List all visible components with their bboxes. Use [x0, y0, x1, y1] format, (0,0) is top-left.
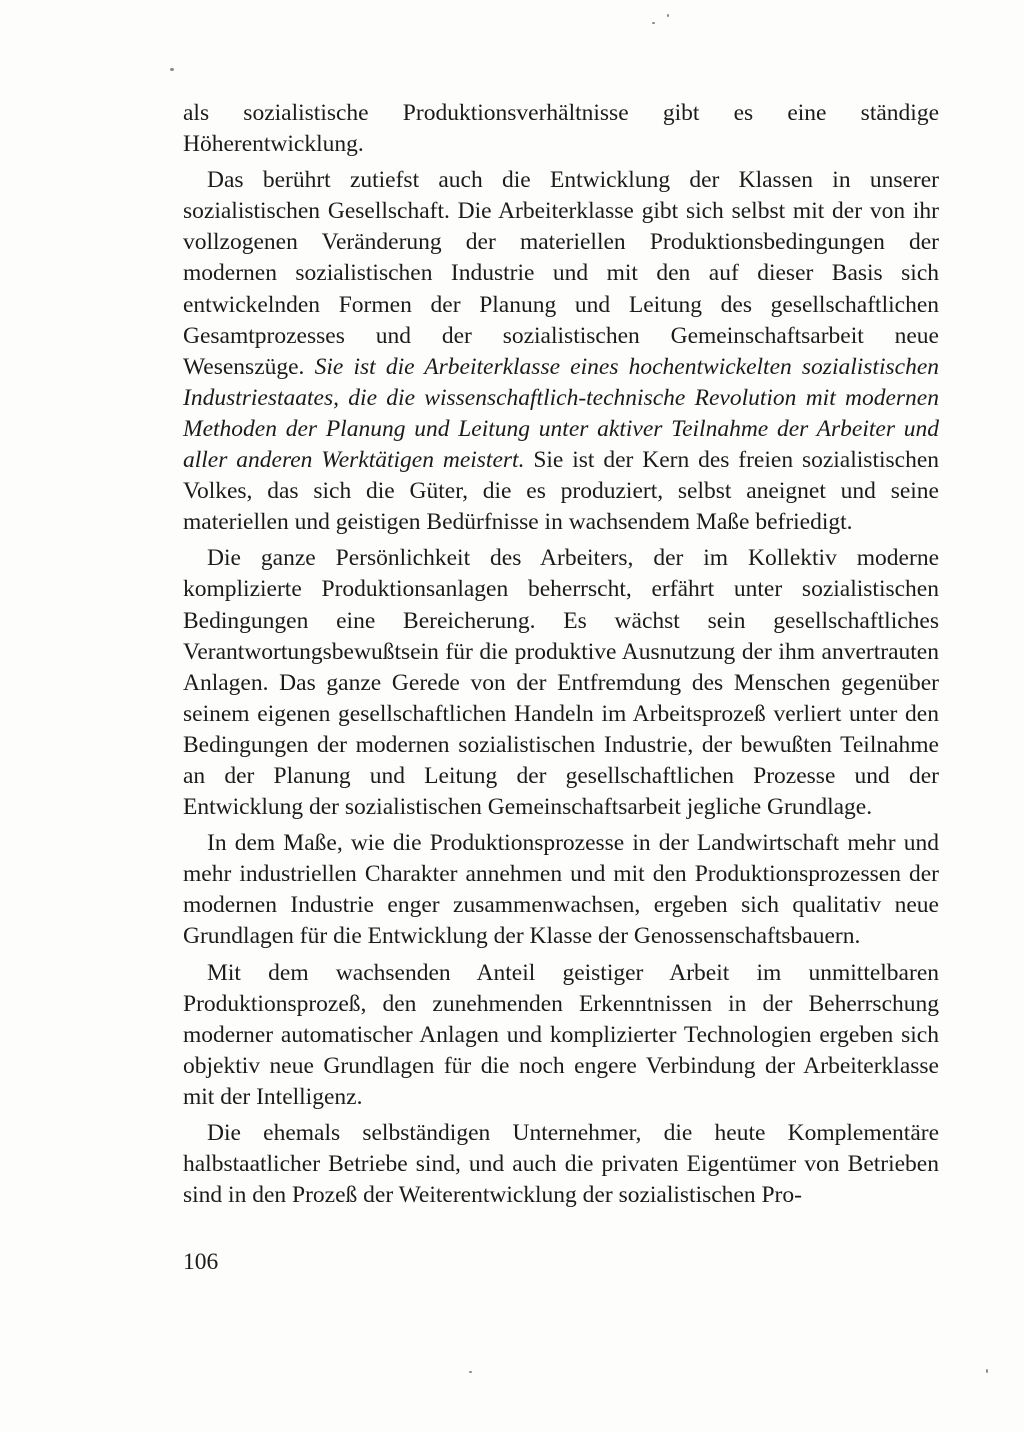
text-run: In dem Maße, wie die Produktionsprozesse in der Landwirtschaft mehr und mehr industriellen Charakter annehmen und mit den Produktionsprozessen der modernen Industrie enger zusammenwachsen, ergeben sich qualitativ neue Grundlagen für die Entwicklung der Klasse der Genossenschaftsbauern. [183, 830, 939, 950]
scan-speck [986, 1369, 988, 1373]
scan-speck [652, 22, 655, 24]
text-run: Mit dem wachsenden Anteil geistiger Arbeit im unmittelbaren Produktionsprozeß, den zunehmenden Erkenntnissen in der Beherrschung moderner automatischer Anlagen und komplizierter Technologien ergeben sich objektiv neue Grundlagen für die noch engere Verbindung der Arbeiterklasse mit der Intelligenz. [183, 959, 939, 1110]
text-run: Die ganze Persönlichkeit des Arbeiters, der im Kollektiv moderne komplizierte Produktionsanlagen beherrscht, erfährt unter sozialistischen Bedingungen eine Bereicherung. Es wächst sein gesellschaftliches Verantwortungsbewußtsein für die produktive Ausnutzung der ihm anvertrauten Anlagen. Das ganze Gerede von der Entfremdung des Menschen gegenüber seinem eigenen gesellschaftlichen Handeln im Arbeitsprozeß verliert unter den Bedingungen der modernen sozialistischen Industrie, der bewußten Teilnahme an der Planung und Leitung der gesellschaftlichen Prozesse und der Entwicklung der sozialistischen Gemeinschaftsarbeit jegliche Grundlage. [183, 545, 939, 821]
text-run: als sozialistische Produktionsverhältnisse gibt es eine ständige Höherentwicklung. [183, 100, 939, 158]
paragraph [183, 543, 939, 823]
paragraph [183, 98, 939, 160]
paragraph [183, 958, 939, 1113]
scan-speck [170, 68, 174, 71]
text-run: Sie ist der Kern des freien sozialistischen Volkes, das sich die Güter, die es produziert, selbst aneignet und seine materiellen und geistigen Bedürfnisse in wachsendem Maße befriedigt. [183, 447, 940, 536]
scan-speck [667, 14, 669, 17]
italic-text-run: Sie ist die Arbeiterklasse eines hochentwickelten sozialistischen Industriestaates, die die wissenschaftlich-technische Revolution mit modernen Methoden der Planung und Leitung unter aktiver Teilnahme der Arbeiter und aller anderen Werktätigen meistert. [183, 353, 939, 474]
text-run: Die ehemals selbständigen Unternehmer, die heute Komplementäre halbstaatlicher Betriebe sind, und auch die privaten Eigentümer von Betrieben sind in den Prozeß der Weiterentwicklung der sozialistischen Pro- [183, 1120, 939, 1209]
paragraph [183, 165, 939, 538]
paragraph [183, 1118, 939, 1211]
page-number: 106 [183, 1249, 219, 1275]
scan-speck [469, 1371, 472, 1373]
body-text [183, 98, 939, 1211]
paragraph [183, 828, 939, 952]
text-run: Das berührt zutiefst auch die Entwicklung der Klassen in unserer sozialistischen Gesellschaft. Die Arbeiterklasse gibt sich selbst mit der von ihr vollzogenen Veränderung der materiellen Produktionsbedingungen der modernen sozialistischen Industrie und mit den auf dieser Basis sich entwickelnden Formen der Planung und Leitung des gesellschaftlichen Gesamtprozesses und der sozialistischen Gemeinschaftsarbeit neue Wesenszüge. [183, 167, 939, 380]
